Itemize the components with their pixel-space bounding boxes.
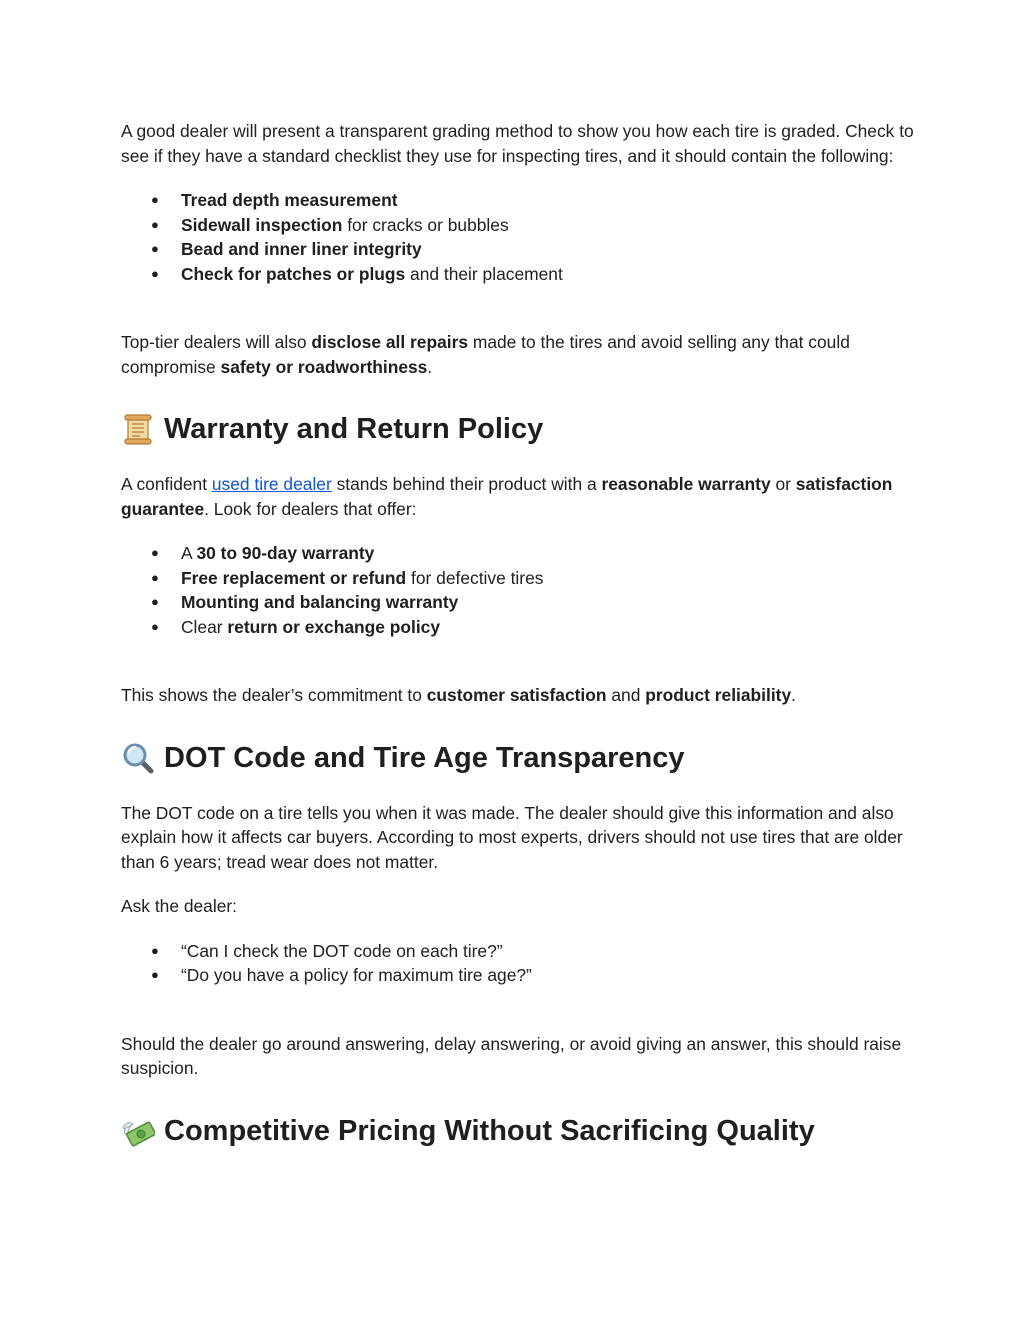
dot-paragraph: The DOT code on a tire tells you when it was made. The dealer should give this information and also explain how it affects car buyers. According to most experts, drivers should not use tires that are older than 6 years; tread wear does not matter. — [121, 802, 903, 872]
list-item: ● Clear return or exchange policy — [121, 615, 921, 640]
list-item: ● “Can I check the DOT code on each tire?” — [121, 939, 921, 964]
pricing-heading — [121, 1113, 921, 1149]
bullet-icon: ● — [151, 594, 159, 609]
bullet-icon: ● — [151, 967, 159, 982]
list-item: ● Sidewall inspection for cracks or bubbles — [121, 213, 921, 238]
list-item: ● “Do you have a policy for maximum tire age?” — [121, 963, 921, 988]
warranty-heading-text: Warranty and Return Policy — [164, 413, 544, 445]
warranty-list — [121, 541, 921, 639]
bullet-icon: ● — [151, 216, 159, 232]
warranty-paragraph: A confident used tire dealer stands behind their product with a reasonable warranty or satisfaction guarantee. Look for dealers that offer: — [121, 474, 893, 519]
document-content — [121, 119, 921, 1149]
ask-dealer-paragraph: Ask the dealer: — [121, 896, 238, 916]
list-item: ● Tread depth measurement — [121, 188, 921, 213]
warranty-closing-paragraph: This shows the dealer’s commitment to customer satisfaction and product reliability. — [121, 685, 796, 705]
scroll-icon — [121, 412, 155, 446]
money-with-wings-icon — [121, 1114, 155, 1148]
bullet-icon: ● — [151, 265, 159, 281]
bullet-icon: ● — [151, 192, 159, 207]
list-item: ● Free replacement or refund for defective tires — [121, 566, 921, 591]
dot-closing-paragraph: Should the dealer go around answering, delay answering, or avoid giving an answer, this should raise suspicion. — [121, 1033, 902, 1078]
dot-questions-list — [121, 939, 921, 988]
list-item: ● Bead and inner liner integrity — [121, 237, 921, 262]
repairs-paragraph: Top-tier dealers will also disclose all repairs made to the tires and avoid selling any that could compromise safety or roadworthiness. — [121, 332, 850, 377]
list-item: ● Mounting and balancing warranty — [121, 590, 921, 615]
magnifying-glass-icon — [121, 741, 155, 775]
bullet-icon: ● — [151, 618, 159, 634]
dot-heading — [121, 740, 921, 776]
pricing-heading-text: Competitive Pricing Without Sacrificing Quality — [164, 1114, 815, 1147]
list-item: ● Check for patches or plugs and their placement — [121, 262, 921, 287]
warranty-heading — [121, 411, 921, 447]
list-item: ● A 30 to 90-day warranty — [121, 541, 921, 566]
bullet-icon: ● — [151, 241, 159, 256]
bullet-icon: ● — [151, 569, 159, 585]
bullet-icon: ● — [151, 545, 159, 560]
intro-paragraph: A good dealer will present a transparent grading method to show you how each tire is graded. Check to see if they have a standard checklist they use for inspecting tires, and it should contain the following: — [121, 121, 914, 166]
dot-heading-text: DOT Code and Tire Age Transparency — [164, 741, 685, 774]
used-tire-dealer-link[interactable]: used tire dealer — [211, 474, 332, 494]
bullet-icon: ● — [151, 942, 159, 958]
inspection-checklist — [121, 188, 921, 286]
